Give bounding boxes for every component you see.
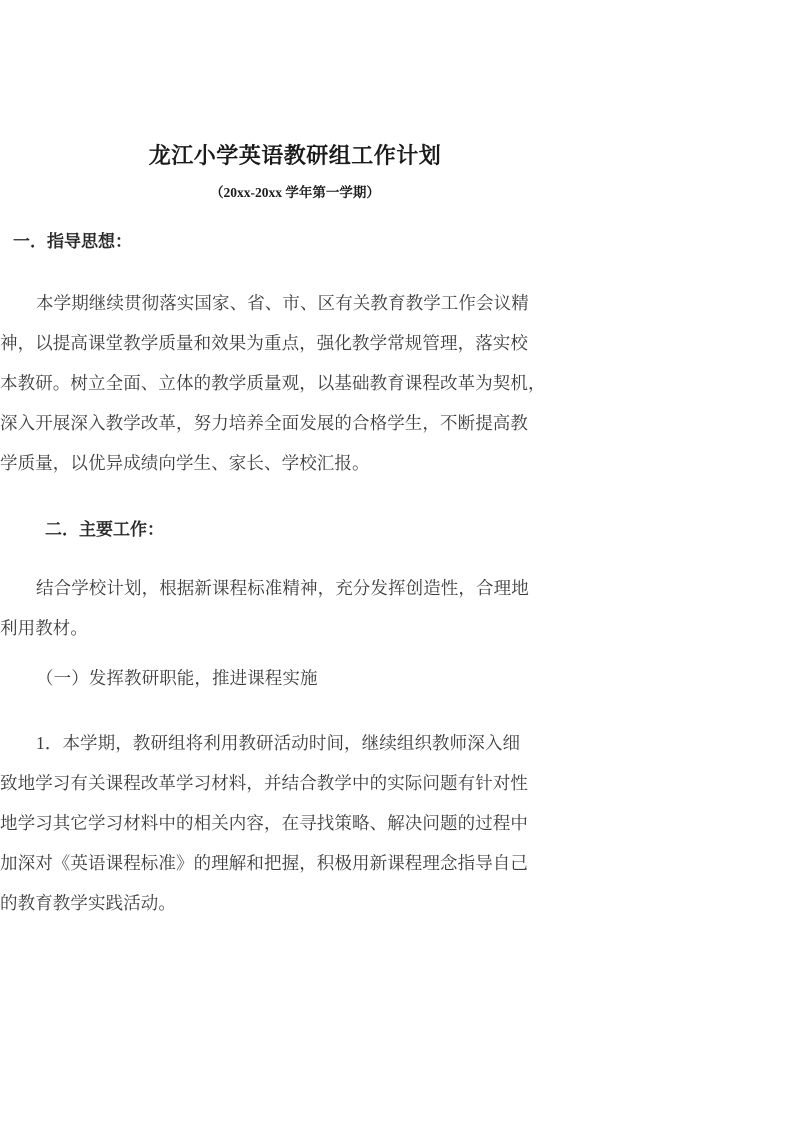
list-item-1	[0, 723, 590, 923]
text-line: （一）发挥教研职能，推进课程实施	[36, 668, 318, 688]
section-heading-guiding-ideology: 一．指导思想：	[13, 232, 132, 251]
text-line: 地学习其它学习材料中的相关内容，在寻找策略、解决问题的过程中	[0, 813, 528, 833]
text-line: 利用教材。	[0, 618, 88, 638]
text-line: 1．本学期，教研组将利用教研活动时间，继续组织教师深入细	[36, 733, 521, 753]
text-line: 学质量，以优异成绩向学生、家长、学校汇报。	[0, 453, 370, 473]
text-line: 的教育教学实践活动。	[0, 893, 176, 913]
subsection-heading-research-function	[0, 658, 590, 698]
text-line: 加深对《英语课程标准》的理解和把握，积极用新课程理念指导自己	[0, 853, 528, 873]
text-line: 本教研。树立全面、立体的教学质量观，以基础教育课程改革为契机，	[0, 373, 546, 393]
text-line: 致地学习有关课程改革学习材料，并结合教学中的实际问题有针对性	[0, 773, 528, 793]
paragraph-guiding-ideology	[0, 283, 590, 483]
section-heading-main-work: 二．主要工作：	[45, 520, 164, 539]
text-line: 结合学校计划，根据新课程标准精神，充分发挥创造性，合理地	[36, 578, 529, 598]
paragraph-textbook-use	[0, 568, 590, 648]
page-subtitle: （20xx-20xx 学年第一学期）	[210, 185, 380, 200]
text-line: 神，以提高课堂教学质量和效果为重点，强化教学常规管理，落实校	[0, 333, 528, 353]
text-line: 本学期继续贯彻落实国家、省、市、区有关教育教学工作会议精	[36, 293, 529, 313]
text-line: 深入开展深入教学改革，努力培养全面发展的合格学生，不断提高教	[0, 413, 528, 433]
page-title: 龙江小学英语教研组工作计划	[148, 143, 442, 168]
